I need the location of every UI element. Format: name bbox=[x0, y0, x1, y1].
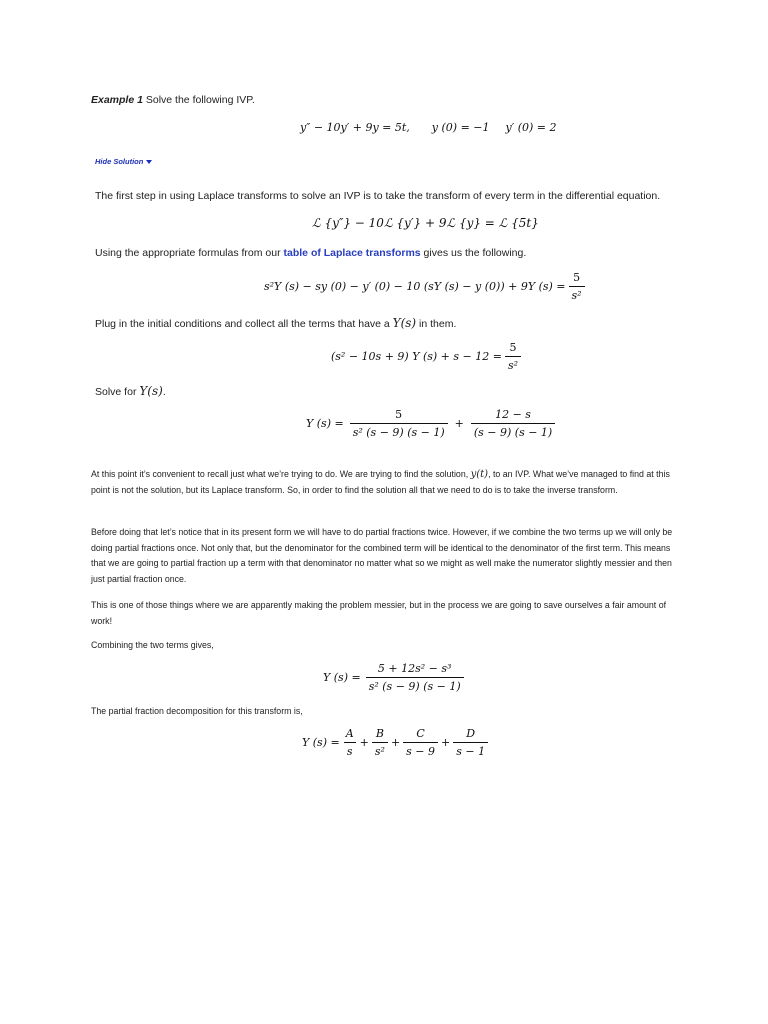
inline-math-yt: y(t) bbox=[470, 469, 489, 480]
fraction bbox=[569, 271, 585, 302]
ivp-initial-condition-2: y′ (0) = 2 bbox=[505, 121, 557, 134]
ivp-equation bbox=[300, 121, 557, 134]
fraction-second-term bbox=[471, 408, 555, 439]
paragraph-decomposition: The partial fraction decomposition for this transform is, bbox=[91, 706, 303, 716]
plus-sign: + bbox=[454, 417, 464, 430]
plus-sign: + bbox=[441, 736, 451, 749]
fraction-numerator: D bbox=[466, 727, 476, 740]
paragraph-initial-conditions bbox=[95, 316, 685, 330]
fraction-denominator: s² bbox=[505, 356, 521, 372]
paragraph-solve-before: Solve for bbox=[95, 386, 140, 398]
plus-sign: + bbox=[390, 736, 401, 749]
fraction-A bbox=[343, 727, 357, 758]
example-text: Solve the following IVP. bbox=[142, 94, 255, 106]
inline-math-Ys: Y(s) bbox=[392, 316, 417, 330]
fraction-numerator: 12 − s bbox=[495, 408, 531, 421]
paragraph-recall-before: At this point it’s convenient to recall just what we’re trying to do. We are trying to find the solution, bbox=[91, 469, 471, 479]
caret-down-icon bbox=[146, 160, 152, 164]
fraction-denominator: (s − 9) (s − 1) bbox=[471, 423, 555, 439]
fraction-numerator: 5 bbox=[509, 341, 517, 354]
equation-laplace-terms: ℒ {y″} − 10ℒ {y′} + 9ℒ {y} = ℒ {5t} bbox=[312, 216, 539, 230]
inline-math-Ys: Y(s) bbox=[139, 384, 163, 398]
fraction-denominator: s bbox=[344, 742, 356, 758]
equation-collected bbox=[331, 341, 524, 372]
fraction-denominator: s² (s − 9) (s − 1) bbox=[366, 677, 464, 693]
laplace-table-link[interactable]: table of Laplace transforms bbox=[283, 247, 421, 259]
ivp-ode: y″ − 10y′ + 9y = 5t, bbox=[300, 121, 410, 134]
paragraph-partial-fractions-twice: Before doing that let’s notice that in its present form we will have to do partial fractions twice. However, if we combine the two terms up we will only be doing partial fractions once. Not only that, but the denominator for the combined term will be identical to the denominator of the first term. This means that we are going to partial fraction up a term with that denominator no matter what so we might as well make the numerator slightly messier and then just partial fraction once. bbox=[91, 527, 673, 584]
fraction-numerator: 5 bbox=[573, 271, 581, 284]
equation-collected-lhs: (s² − 10s + 9) Y (s) + s − 12 = bbox=[331, 350, 502, 363]
fraction-numerator: 5 + 12s² − s³ bbox=[377, 662, 452, 675]
fraction-denominator: s² (s − 9) (s − 1) bbox=[350, 423, 448, 439]
paragraph-formulas bbox=[95, 247, 685, 259]
equation-Ys-two-terms bbox=[306, 408, 558, 439]
equation-lhs: Y (s) = bbox=[302, 736, 340, 749]
fraction-numerator: 5 bbox=[395, 408, 403, 421]
equation-partial-fractions bbox=[302, 727, 491, 758]
equation-Ys-combined bbox=[323, 662, 467, 693]
equation-lhs: Y (s) = bbox=[306, 417, 344, 430]
example-label: Example 1 bbox=[91, 94, 143, 106]
fraction-denominator: s − 1 bbox=[453, 742, 488, 758]
paragraph-solve-after: . bbox=[162, 386, 166, 398]
equation-transformed-lhs: s²Y (s) − sy (0) − y′ (0) − 10 (sY (s) − y (0)) + 9Y (s) = bbox=[264, 280, 566, 293]
fraction-B bbox=[372, 727, 388, 758]
fraction-denominator: s² bbox=[569, 286, 585, 302]
paragraph-combining: Combining the two terms gives, bbox=[91, 640, 214, 650]
ivp-initial-condition-1: y (0) = −1 bbox=[431, 121, 490, 134]
fraction bbox=[505, 341, 521, 372]
paragraph-convenient-recall bbox=[91, 467, 681, 498]
fraction-numerator: A bbox=[345, 727, 354, 740]
fraction-first-term bbox=[350, 408, 448, 439]
paragraph-recall-after: , to an IVP. What we’ve managed to find at this point is not the solution, but its Laplace transform. So, in order to find the solution all that we need to do is to take the inverse transform. bbox=[91, 469, 670, 495]
paragraph-formulas-before: Using the appropriate formulas from our bbox=[95, 247, 284, 259]
fraction-numerator: C bbox=[416, 727, 425, 740]
paragraph-solve-for bbox=[95, 384, 685, 398]
fraction-combined bbox=[366, 662, 464, 693]
plus-sign: + bbox=[359, 736, 369, 749]
fraction-C bbox=[403, 727, 438, 758]
paragraph-formulas-after: gives us the following. bbox=[420, 247, 527, 259]
fraction-denominator: s − 9 bbox=[403, 742, 438, 758]
paragraph-ic-after: in them. bbox=[416, 318, 457, 330]
hide-solution-toggle[interactable] bbox=[95, 157, 152, 166]
hide-solution-label[interactable]: Hide Solution bbox=[95, 157, 144, 166]
paragraph-messier: This is one of those things where we are apparently making the problem messier, but in the process we are going to save ourselves a fair amount of work! bbox=[91, 600, 667, 626]
fraction-D bbox=[453, 727, 488, 758]
paragraph-first-step: The first step in using Laplace transforms to solve an IVP is to take the transform of every term in the differential equation. bbox=[95, 190, 661, 202]
paragraph-ic-before: Plug in the initial conditions and collect all the terms that have a bbox=[95, 318, 393, 330]
fraction-numerator: B bbox=[375, 727, 384, 740]
equation-transformed bbox=[264, 271, 588, 302]
equation-lhs: Y (s) = bbox=[323, 671, 361, 684]
example-heading bbox=[91, 94, 681, 106]
fraction-denominator: s² bbox=[372, 742, 388, 758]
